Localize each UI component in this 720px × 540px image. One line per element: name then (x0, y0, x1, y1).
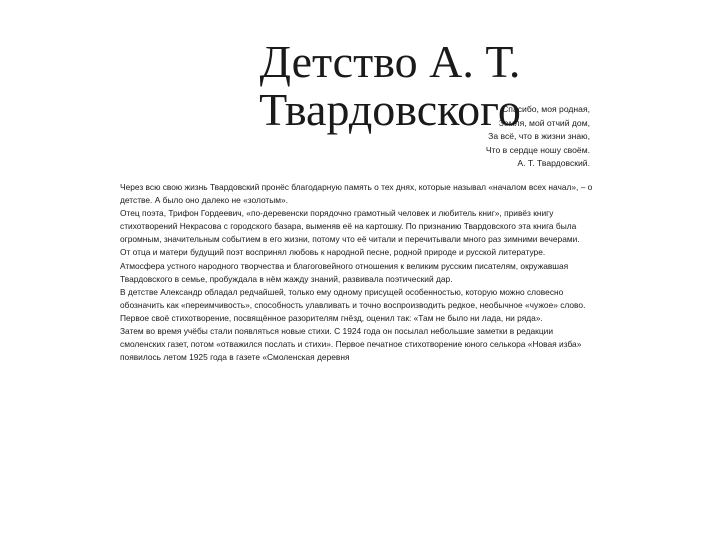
paragraph: В детстве Александр обладал редчайшей, только ему одному присущей особенностью, которую можно словесно обозначить как «переимчивость», способность улавливать и точно воспроизводить редкое, необычное «чужое» слово. (120, 286, 586, 310)
epigraph-line: Земля, мой отчий дом, (498, 117, 590, 128)
epigraph-line: Спасибо, моя родная, (502, 104, 590, 114)
epigraph-line: Что в сердце ношу своём. (485, 144, 590, 155)
epigraph-line: За всё, что в жизни знаю, (488, 131, 590, 142)
slide-title: Детство А. Т. Твардовского (259, 36, 521, 135)
epigraph-author: А. Т. Твардовский. (517, 158, 590, 169)
paragraph: Затем во время учёбы стали появляться новые стихи. С 1924 года он посылал небольшие заметки в редакции смоленских газет, потом «отважился послать и стихи». Первое печатное стихотворение юного селькора «Новая изба» появилось летом 1925 года в газете «Смоленская деревня (120, 326, 582, 363)
paragraph: Атмосфера устного народного творчества и благоговейного отношения к великим русским писателям, окружавшая Твардовского в семье, пробуждала в нём жажду знаний, развивала поэтический дар. (120, 260, 569, 284)
body-text (120, 181, 600, 364)
paragraph: От отца и матери будущий поэт воспринял любовь к народной песне, родной природе и русской литературе. (120, 247, 546, 258)
paragraph: Отец поэта, Трифон Гордеевич, «по-деревенски порядочно грамотный человек и любитель книг», привёз книгу стихотворений Некрасова с городского базара, выменяв её на картошку. По признанию Твардовского эта книга была огромным, значительным событием в его жизни, потому что её читали и перечитывали много раз зимними вечерами. (120, 208, 580, 245)
epigraph (380, 103, 590, 171)
paragraph: Через всю свою жизнь Твардовский пронёс благодарную память о тех днях, которые называл «началом всех начал», – о детстве. А было оно далеко не «золотым». (120, 182, 593, 206)
paragraph: Первое своё стихотворение, посвящённое разорителям гнёзд, оценил так: «Там не было ни лада, ни ряда». (120, 312, 543, 323)
